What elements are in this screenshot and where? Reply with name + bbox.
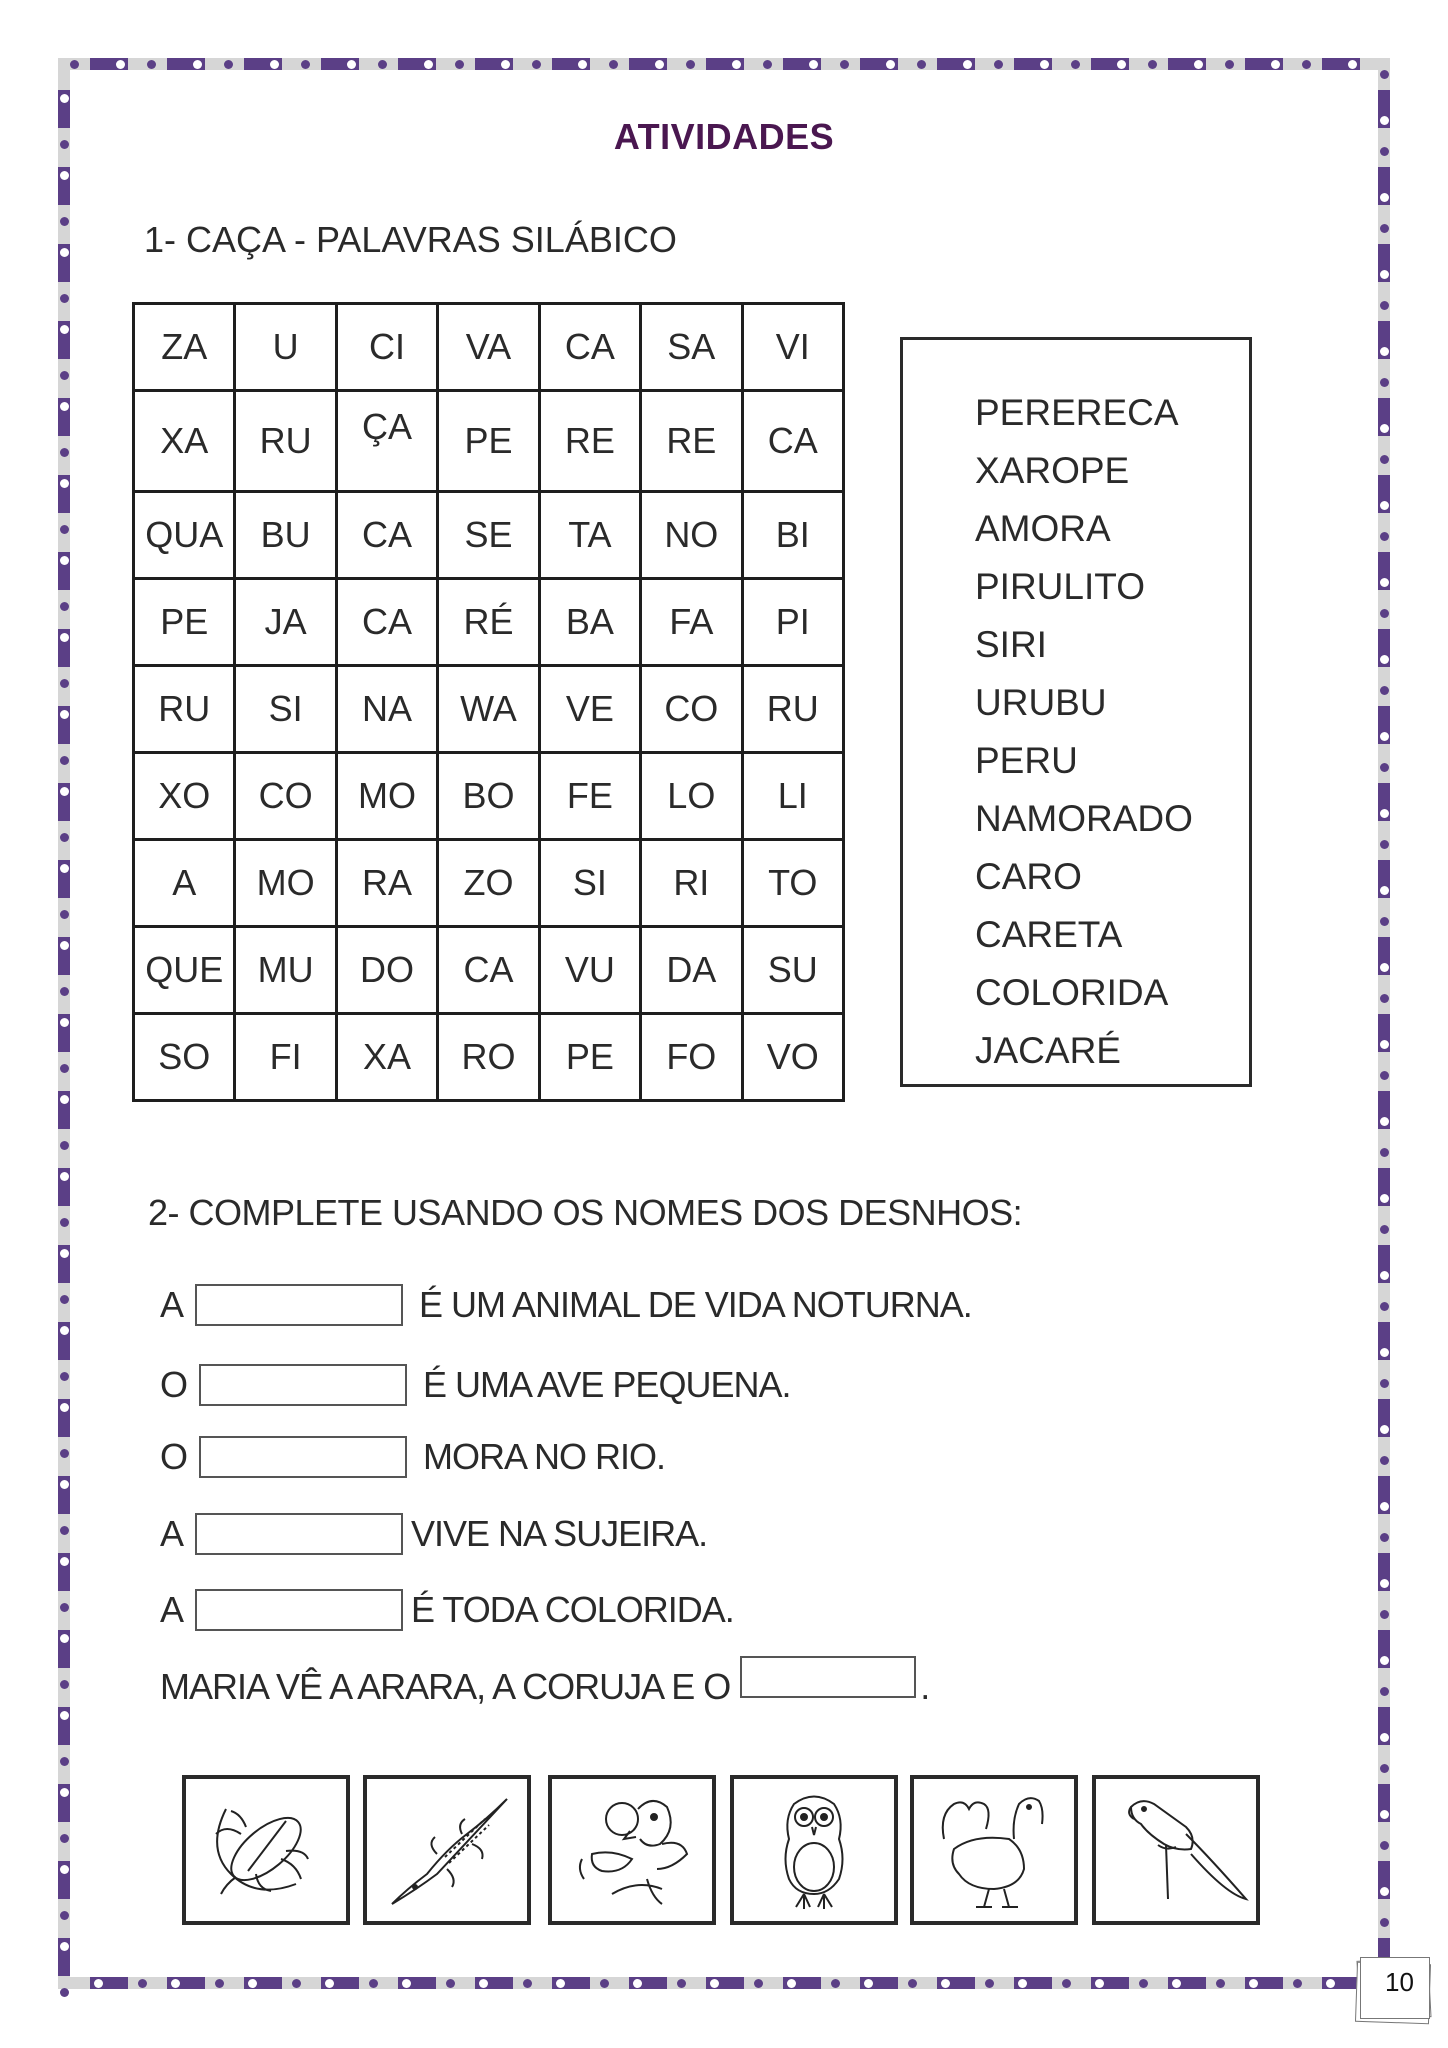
border-dot	[60, 1757, 69, 1766]
border-dot	[60, 833, 69, 842]
grid-cell[interactable]: BA	[539, 579, 640, 666]
border-hole	[886, 60, 895, 69]
border-dot	[301, 60, 310, 69]
grid-cell[interactable]: VE	[539, 666, 640, 753]
border-dot	[1216, 1979, 1225, 1988]
border-dot	[60, 987, 69, 996]
grid-cell[interactable]: LO	[641, 753, 742, 840]
border-dot	[1380, 994, 1389, 1003]
grid-cell[interactable]: TO	[742, 840, 843, 927]
border-hole	[1380, 1425, 1389, 1434]
border-dot	[985, 1979, 994, 1988]
grid-row	[134, 391, 844, 492]
border-hole	[1380, 655, 1389, 664]
border-hole	[60, 864, 69, 873]
border-dot	[60, 525, 69, 534]
border-dot	[60, 602, 69, 611]
grid-cell[interactable]: RO	[438, 1014, 539, 1101]
border-dot	[60, 756, 69, 765]
border-hole	[402, 1979, 411, 1988]
grid-cell[interactable]: SI	[235, 666, 336, 753]
grid-cell[interactable]: FE	[539, 753, 640, 840]
border-hole	[1040, 60, 1049, 69]
grid-cell[interactable]: RÉ	[438, 579, 539, 666]
page-number: 10	[1385, 1967, 1414, 1997]
border-hole	[1271, 60, 1280, 69]
border-dot	[1148, 60, 1157, 69]
grid-row	[134, 579, 844, 666]
border-dot	[60, 1680, 69, 1689]
border-hole	[1380, 1348, 1389, 1357]
grid-cell[interactable]: VA	[438, 304, 539, 391]
border-dot	[60, 1218, 69, 1227]
border-hole	[941, 1979, 950, 1988]
grid-cell[interactable]: CI	[336, 304, 437, 391]
grid-cell[interactable]: PE	[438, 391, 539, 492]
grid-cell[interactable]: XA	[134, 391, 235, 492]
border-hole	[60, 1403, 69, 1412]
border-hole	[1194, 60, 1203, 69]
sentence-suffix: É UM ANIMAL DE VIDA NOTURNA.	[419, 1284, 972, 1325]
grid-row	[134, 1014, 844, 1101]
border-dot	[60, 448, 69, 457]
picture-cockroach	[182, 1775, 350, 1925]
border-dot	[1225, 60, 1234, 69]
sentence-prefix: MARIA VÊ A ARARA, A CORUJA E O	[160, 1666, 731, 1707]
grid-cell[interactable]: CA	[438, 927, 539, 1014]
border-dot	[147, 60, 156, 69]
border-dot	[60, 679, 69, 688]
border-hole	[1380, 963, 1389, 972]
grid-row	[134, 840, 844, 927]
border-hole	[1380, 809, 1389, 818]
grid-cell[interactable]: JA	[235, 579, 336, 666]
border-hole	[116, 60, 125, 69]
grid-cell[interactable]: RI	[641, 840, 742, 927]
border-hole	[1117, 60, 1126, 69]
word-list-item: XAROPE	[975, 450, 1130, 491]
border-dot	[1380, 1533, 1389, 1542]
border-dot	[1380, 609, 1389, 618]
border-hole	[60, 402, 69, 411]
border-dot	[1380, 763, 1389, 772]
border-dot	[1380, 1225, 1389, 1234]
border-hole	[347, 60, 356, 69]
border-hole	[60, 1942, 69, 1951]
border-dot	[369, 1979, 378, 1988]
border-dot	[455, 60, 464, 69]
border-dot	[60, 1603, 69, 1612]
word-list-item: JACARÉ	[975, 1030, 1121, 1071]
macaw-icon	[1096, 1779, 1256, 1921]
border-hole	[1380, 886, 1389, 895]
picture-parakeet	[548, 1775, 716, 1925]
grid-row	[134, 927, 844, 1014]
border-hole	[1380, 1040, 1389, 1049]
word-list-item: SIRI	[975, 624, 1047, 665]
border-dot	[60, 1526, 69, 1535]
answer-blank[interactable]	[199, 1364, 407, 1406]
border-dot	[1380, 917, 1389, 926]
border-hole	[1380, 424, 1389, 433]
border-dot	[60, 1911, 69, 1920]
grid-row	[134, 753, 844, 840]
border-hole	[270, 60, 279, 69]
border-hole	[60, 1249, 69, 1258]
border-dot	[1380, 686, 1389, 695]
grid-cell[interactable]: FA	[641, 579, 742, 666]
border-dot	[917, 60, 926, 69]
border-hole	[1380, 193, 1389, 202]
sentence-row	[160, 1665, 929, 1709]
border-hole	[864, 1979, 873, 1988]
sentence-suffix: VIVE NA SUJEIRA.	[411, 1513, 708, 1554]
border-dot	[224, 60, 233, 69]
border-dot	[686, 60, 695, 69]
border-dot	[1380, 1610, 1389, 1619]
border-hole	[1380, 270, 1389, 279]
border-dot	[60, 910, 69, 919]
border-hole	[1326, 1979, 1335, 1988]
page-number-badge	[1352, 1953, 1438, 2025]
border-hole	[60, 633, 69, 642]
border-hole	[1380, 578, 1389, 587]
border-dot	[1380, 455, 1389, 464]
border-dot	[215, 1979, 224, 1988]
border-dot	[1380, 378, 1389, 387]
sentence-prefix: O	[160, 1436, 188, 1477]
border-dot	[60, 1295, 69, 1304]
alligator-icon	[367, 1779, 527, 1921]
border-hole	[60, 787, 69, 796]
border-dot	[908, 1979, 917, 1988]
border-hole	[60, 1480, 69, 1489]
border-dot	[754, 1979, 763, 1988]
border-dot	[138, 1979, 147, 1988]
grid-cell[interactable]: DO	[336, 927, 437, 1014]
border-hole	[655, 60, 664, 69]
border-hole	[60, 1865, 69, 1874]
grid-cell[interactable]: BU	[235, 492, 336, 579]
page-title: ATIVIDADES	[613, 116, 835, 157]
border-hole	[1380, 1117, 1389, 1126]
grid-cell[interactable]: SA	[641, 304, 742, 391]
border-dot	[609, 60, 618, 69]
grid-cell[interactable]: RE	[539, 391, 640, 492]
border-hole	[633, 1979, 642, 1988]
grid-cell[interactable]: DA	[641, 927, 742, 1014]
border-hole	[710, 1979, 719, 1988]
sentence-suffix: É TODA COLORIDA.	[411, 1589, 734, 1630]
border-dot	[60, 1834, 69, 1843]
sentence-prefix: A	[160, 1589, 184, 1630]
border-dot	[994, 60, 1003, 69]
border-hole	[1380, 1733, 1389, 1742]
grid-row	[134, 492, 844, 579]
grid-cell[interactable]: QUA	[134, 492, 235, 579]
border-hole	[1380, 1194, 1389, 1203]
grid-cell[interactable]: VU	[539, 927, 640, 1014]
sentence-suffix: É UMA AVE PEQUENA.	[423, 1364, 791, 1405]
border-hole	[60, 171, 69, 180]
grid-cell[interactable]: VO	[742, 1014, 843, 1101]
border-hole	[60, 94, 69, 103]
border-hole	[1172, 1979, 1181, 1988]
border-hole	[60, 941, 69, 950]
word-list-item: COLORIDA	[975, 972, 1169, 1013]
border-dot	[1380, 1456, 1389, 1465]
sentence-row	[160, 1363, 790, 1407]
border-hole	[1380, 1579, 1389, 1588]
grid-cell[interactable]: MO	[235, 840, 336, 927]
border-dot	[1380, 224, 1389, 233]
word-list-item: PERERECA	[975, 392, 1179, 433]
answer-blank[interactable]	[195, 1589, 403, 1631]
border-dot	[1380, 1764, 1389, 1773]
grid-cell[interactable]: ÇA	[336, 391, 437, 492]
grid-cell[interactable]: ZA	[134, 304, 235, 391]
grid-cell[interactable]: A	[134, 840, 235, 927]
border-dot	[1062, 1979, 1071, 1988]
grid-cell[interactable]: PI	[742, 579, 843, 666]
answer-blank[interactable]	[195, 1513, 403, 1555]
grid-cell[interactable]: BO	[438, 753, 539, 840]
border-hole	[1380, 501, 1389, 510]
grid-cell[interactable]: CA	[742, 391, 843, 492]
border-hole	[171, 1979, 180, 1988]
border-hole	[60, 1095, 69, 1104]
border-dot	[840, 60, 849, 69]
sentence-suffix: MORA NO RIO.	[423, 1436, 666, 1477]
border-hole	[1380, 1810, 1389, 1819]
border-dot	[60, 1064, 69, 1073]
grid-cell[interactable]: QUE	[134, 927, 235, 1014]
border-dot	[600, 1979, 609, 1988]
border-hole	[1380, 347, 1389, 356]
border-hole	[578, 60, 587, 69]
border-hole	[60, 248, 69, 257]
border-dot	[532, 60, 541, 69]
grid-cell[interactable]: NA	[336, 666, 437, 753]
border-hole	[1380, 1502, 1389, 1511]
grid-cell[interactable]: TA	[539, 492, 640, 579]
owl-icon	[734, 1779, 894, 1921]
border-hole	[60, 556, 69, 565]
border-dot	[1302, 60, 1311, 69]
border-dot	[60, 1141, 69, 1150]
border-dot	[1380, 70, 1389, 79]
grid-cell[interactable]: NO	[641, 492, 742, 579]
grid-cell[interactable]: ZO	[438, 840, 539, 927]
grid-cell[interactable]: CA	[336, 579, 437, 666]
section2-heading: 2- COMPLETE USANDO OS NOMES DOS DESNHOS:	[148, 1192, 1023, 1233]
grid-row	[134, 666, 844, 753]
grid-cell[interactable]: RE	[641, 391, 742, 492]
turkey-icon	[914, 1779, 1074, 1921]
sentence-prefix: A	[160, 1513, 184, 1554]
border-hole	[1348, 60, 1357, 69]
border-dot	[1380, 301, 1389, 310]
grid-cell[interactable]: RU	[134, 666, 235, 753]
grid-cell[interactable]: SU	[742, 927, 843, 1014]
border-dot	[60, 1372, 69, 1381]
border-dot	[677, 1979, 686, 1988]
border-dot	[1139, 1979, 1148, 1988]
border-hole	[60, 1788, 69, 1797]
sentence-row	[160, 1283, 972, 1327]
picture-alligator	[363, 1775, 531, 1925]
grid-cell[interactable]: SE	[438, 492, 539, 579]
word-list-item: CARETA	[975, 914, 1123, 955]
border-dot	[378, 60, 387, 69]
answer-blank[interactable]	[740, 1656, 916, 1698]
border-dot	[1380, 1918, 1389, 1927]
section1-heading: 1- CAÇA - PALAVRAS SILÁBICO	[144, 219, 677, 260]
border-hole	[60, 710, 69, 719]
border-dot	[60, 294, 69, 303]
syllable-word-search-grid	[132, 302, 845, 1102]
border-hole	[60, 1557, 69, 1566]
border-dot	[446, 1979, 455, 1988]
picture-macaw	[1092, 1775, 1260, 1925]
border-hole	[60, 1634, 69, 1643]
border-hole	[1380, 1656, 1389, 1665]
grid-cell[interactable]: LI	[742, 753, 843, 840]
border-hole	[60, 1711, 69, 1720]
border-hole	[60, 1172, 69, 1181]
border-dot	[1380, 1302, 1389, 1311]
border-hole	[1380, 1271, 1389, 1280]
sentence-prefix: O	[160, 1364, 188, 1405]
border-dot	[60, 371, 69, 380]
grid-cell[interactable]: SI	[539, 840, 640, 927]
grid-cell[interactable]: FI	[235, 1014, 336, 1101]
grid-cell[interactable]: SO	[134, 1014, 235, 1101]
border-hole	[60, 1018, 69, 1027]
border-hole	[1095, 1979, 1104, 1988]
grid-cell[interactable]: CA	[539, 304, 640, 391]
word-list-item: PIRULITO	[975, 566, 1145, 607]
border-dot	[70, 60, 79, 69]
grid-cell[interactable]: XA	[336, 1014, 437, 1101]
border-hole	[325, 1979, 334, 1988]
parakeet-icon	[552, 1779, 712, 1921]
sentence-prefix: A	[160, 1284, 184, 1325]
picture-turkey	[910, 1775, 1078, 1925]
word-list	[975, 384, 1193, 1080]
word-list-item: URUBU	[975, 682, 1107, 723]
border-dot	[831, 1979, 840, 1988]
sentence-row	[160, 1588, 734, 1632]
border-hole	[424, 60, 433, 69]
answer-blank[interactable]	[199, 1436, 407, 1478]
sentence-row	[160, 1512, 707, 1556]
sentence-row	[160, 1435, 665, 1479]
grid-cell[interactable]: BI	[742, 492, 843, 579]
grid-cell[interactable]: MU	[235, 927, 336, 1014]
border-dot	[1380, 840, 1389, 849]
border-hole	[193, 60, 202, 69]
word-list-box	[900, 337, 1252, 1087]
grid-cell[interactable]: U	[235, 304, 336, 391]
grid-cell[interactable]: PE	[134, 579, 235, 666]
grid-cell[interactable]: FO	[641, 1014, 742, 1101]
border-dot	[1071, 60, 1080, 69]
border-hole	[732, 60, 741, 69]
border-hole	[1018, 1979, 1027, 1988]
border-hole	[787, 1979, 796, 1988]
border-dot	[1380, 1071, 1389, 1080]
grid-cell[interactable]: CO	[235, 753, 336, 840]
border-hole	[1249, 1979, 1258, 1988]
grid-cell[interactable]: RU	[235, 391, 336, 492]
border-hole	[556, 1979, 565, 1988]
border-dot	[1380, 532, 1389, 541]
cockroach-icon	[186, 1779, 346, 1921]
border-dot	[60, 1988, 69, 1997]
border-hole	[809, 60, 818, 69]
border-hole	[1380, 732, 1389, 741]
border-dot	[523, 1979, 532, 1988]
grid-cell[interactable]: CA	[336, 492, 437, 579]
border-hole	[60, 325, 69, 334]
word-list-item: AMORA	[975, 508, 1111, 549]
border-dot	[1380, 1379, 1389, 1388]
sentence-suffix: .	[920, 1666, 930, 1707]
answer-blank[interactable]	[195, 1284, 403, 1326]
grid-row	[134, 304, 844, 391]
border-hole	[1380, 1887, 1389, 1896]
word-list-item: PERU	[975, 740, 1078, 781]
border-hole	[501, 60, 510, 69]
border-hole	[60, 1326, 69, 1335]
grid-cell[interactable]: RA	[336, 840, 437, 927]
grid-cell[interactable]: MO	[336, 753, 437, 840]
border-dot	[1380, 1841, 1389, 1850]
grid-cell[interactable]: XO	[134, 753, 235, 840]
grid-cell[interactable]: CO	[641, 666, 742, 753]
grid-cell[interactable]: PE	[539, 1014, 640, 1101]
border-dot	[60, 1449, 69, 1458]
grid-cell[interactable]: VI	[742, 304, 843, 391]
grid-cell[interactable]: WA	[438, 666, 539, 753]
border-dot	[292, 1979, 301, 1988]
grid-cell[interactable]: RU	[742, 666, 843, 753]
border-dot	[1380, 1687, 1389, 1696]
border-hole	[248, 1979, 257, 1988]
word-list-item: CARO	[975, 856, 1082, 897]
border-dot	[60, 217, 69, 226]
border-dot	[1293, 1979, 1302, 1988]
border-hole	[479, 1979, 488, 1988]
picture-owl	[730, 1775, 898, 1925]
border-hole	[963, 60, 972, 69]
border-dot	[1380, 1148, 1389, 1157]
border-dot	[763, 60, 772, 69]
border-hole	[94, 1979, 103, 1988]
border-hole	[60, 479, 69, 488]
word-list-item: NAMORADO	[975, 798, 1193, 839]
